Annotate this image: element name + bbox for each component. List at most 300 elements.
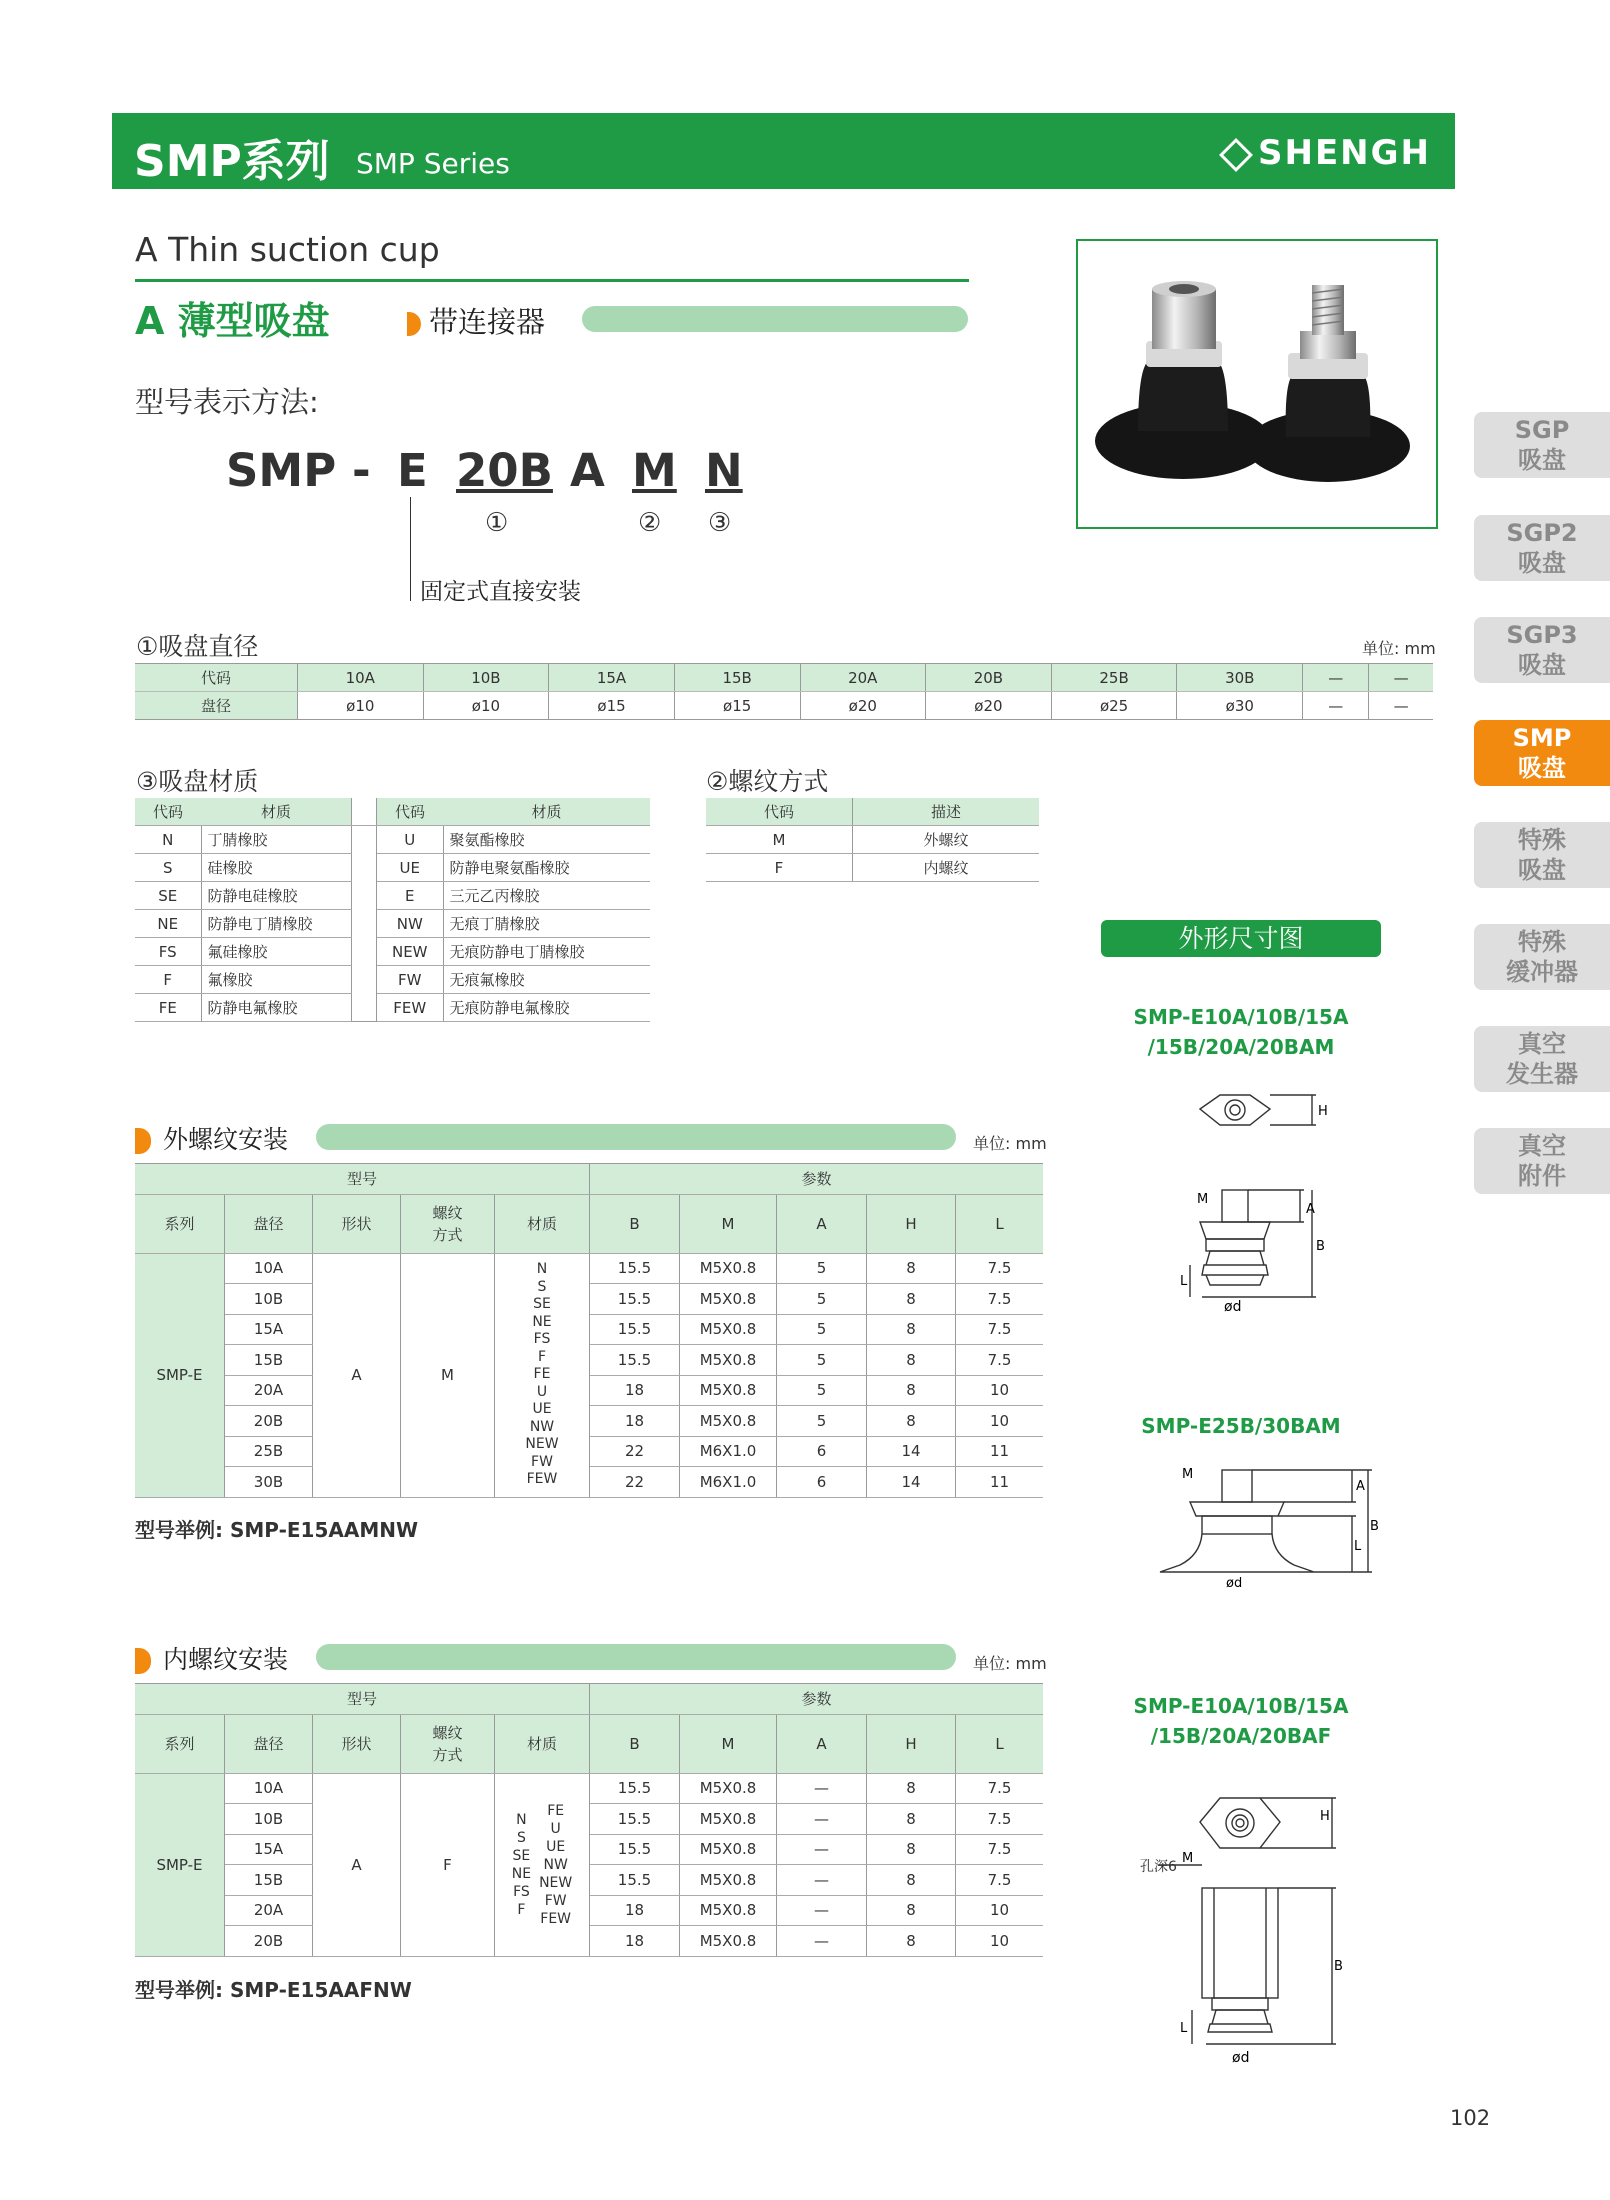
dia-value: ø20	[800, 692, 926, 720]
code-smp: SMP	[226, 444, 337, 497]
mat-name: 氟橡胶	[201, 966, 352, 994]
ext-cell: 30B	[225, 1467, 313, 1498]
int-material: NW	[543, 1856, 568, 1873]
int-cell: M5X0.8	[680, 1926, 777, 1957]
mat-code: F	[135, 966, 201, 994]
int-heading	[135, 1640, 288, 1676]
int-cell: M5X0.8	[680, 1865, 777, 1896]
ext-cell: 5	[777, 1345, 867, 1376]
table-row	[135, 1926, 1043, 1957]
int-cell: 8	[867, 1834, 956, 1865]
header-bar	[112, 113, 1455, 189]
code-n: N	[705, 444, 743, 497]
dim3-m-label: M	[1182, 1851, 1194, 1866]
ext-cell: 11	[956, 1436, 1044, 1467]
table-row	[135, 1834, 1043, 1865]
ext-cell: 8	[867, 1345, 956, 1376]
int-materials	[495, 1773, 590, 1956]
dim3-od-label: ød	[1232, 2050, 1250, 2066]
int-col: 盘径	[225, 1714, 313, 1773]
sidebar-l2: 吸盘	[1518, 856, 1566, 884]
table-row	[135, 1467, 1043, 1498]
ext-col: 盘径	[225, 1194, 313, 1253]
mat-gap	[352, 798, 377, 826]
ext-cell: 5	[777, 1253, 867, 1284]
sidebar-item-smp[interactable]	[1474, 720, 1610, 786]
table-row	[135, 1345, 1043, 1376]
ext-cell: 10	[956, 1375, 1044, 1406]
mat-col-mat: 材质	[201, 798, 352, 826]
dia-code: —	[1303, 664, 1369, 692]
ext-cell: 25B	[225, 1436, 313, 1467]
int-cell: —	[777, 1895, 867, 1926]
table-row	[135, 1253, 1043, 1284]
thread-code: M	[706, 826, 853, 854]
int-cell: M5X0.8	[680, 1804, 777, 1835]
int-cell: 10A	[225, 1773, 313, 1804]
sidebar-item-vacuum-generator[interactable]	[1474, 1026, 1610, 1092]
dim-drawing-1	[1160, 1085, 1330, 1345]
ext-cell: M5X0.8	[680, 1375, 777, 1406]
ext-cell: M6X1.0	[680, 1467, 777, 1498]
dia-code: 25B	[1051, 664, 1177, 692]
code-num-2: ②	[638, 508, 662, 538]
ext-cell: 14	[867, 1467, 956, 1498]
sidebar-l2: 吸盘	[1518, 446, 1566, 474]
ext-heading	[135, 1120, 288, 1156]
mat-name: 丁腈橡胶	[201, 826, 352, 854]
mat-col-mat: 材质	[443, 798, 650, 826]
thread-table	[706, 798, 1039, 882]
dia-value: ø20	[926, 692, 1052, 720]
int-cell: 8	[867, 1773, 956, 1804]
int-cell: 18	[590, 1895, 680, 1926]
ext-cell: 18	[590, 1375, 680, 1406]
thread-desc: 内螺纹	[853, 854, 1040, 882]
sidebar-l2: 缓冲器	[1506, 958, 1578, 986]
int-unit: 单位: mm	[973, 1654, 1047, 1673]
dia-code: 15A	[549, 664, 675, 692]
sidebar-item-special-cup[interactable]	[1474, 822, 1610, 888]
fixed-pointer-line	[410, 497, 411, 601]
thread-col-desc: 描述	[853, 798, 1040, 826]
int-heading-bar	[316, 1644, 956, 1670]
ext-material: NEW	[525, 1436, 559, 1453]
page-number: 102	[1450, 2106, 1491, 2130]
ext-table	[135, 1163, 1043, 1498]
dia-code: 20B	[926, 664, 1052, 692]
ext-material: SE	[533, 1296, 551, 1313]
table-row	[135, 1406, 1043, 1437]
int-cell: —	[777, 1926, 867, 1957]
int-example: 型号举例: SMP-E15AAFNW	[135, 1978, 412, 2002]
dia-code: 15B	[674, 664, 800, 692]
ext-cell: M5X0.8	[680, 1345, 777, 1376]
connector-label	[407, 300, 545, 341]
mat-code: S	[135, 854, 201, 882]
ext-cell: 8	[867, 1375, 956, 1406]
ext-material: N	[536, 1261, 548, 1278]
sidebar-l2: 吸盘	[1518, 754, 1566, 782]
ext-thread: M	[401, 1253, 495, 1497]
ext-cell: 11	[956, 1467, 1044, 1498]
dia-value: —	[1303, 692, 1369, 720]
ext-heading-text: 外螺纹安装	[163, 1125, 289, 1154]
int-heading-text: 内螺纹安装	[163, 1645, 289, 1674]
ext-cell: 5	[777, 1314, 867, 1345]
table-row	[135, 1895, 1043, 1926]
int-cell: 7.5	[956, 1834, 1044, 1865]
dia-value: —	[1393, 696, 1409, 715]
thread-code: F	[706, 854, 853, 882]
ext-cell: 15.5	[590, 1314, 680, 1345]
mat-name: 防静电硅橡胶	[201, 882, 352, 910]
dim1-b-label: B	[1316, 1239, 1325, 1254]
int-cell: 7.5	[956, 1865, 1044, 1896]
int-grp-param: 参数	[590, 1684, 1044, 1715]
mat-code: FE	[135, 994, 201, 1022]
sidebar-item-sgp[interactable]	[1474, 412, 1610, 478]
dia-row-label: 盘径	[135, 692, 298, 720]
table-row	[135, 1375, 1043, 1406]
int-cell: 8	[867, 1926, 956, 1957]
ext-material: NE	[532, 1313, 552, 1330]
ext-cell: M5X0.8	[680, 1314, 777, 1345]
int-material: N	[516, 1811, 527, 1828]
dim3-b-label: B	[1334, 1959, 1343, 1974]
int-grp-model: 型号	[135, 1684, 590, 1715]
ext-col: 螺纹 方式	[401, 1194, 495, 1253]
ext-cell: 20B	[225, 1406, 313, 1437]
ext-material: FEW	[526, 1471, 558, 1488]
mat-code: UE	[377, 854, 444, 882]
ext-col: L	[956, 1194, 1044, 1253]
ext-cell: 15.5	[590, 1253, 680, 1284]
ext-material: S	[537, 1278, 547, 1295]
int-shape: A	[313, 1773, 401, 1956]
table-row	[135, 1865, 1043, 1896]
ext-material: FE	[533, 1366, 551, 1383]
int-cell: 8	[867, 1804, 956, 1835]
diameter-table	[135, 663, 1433, 720]
int-cell: 15.5	[590, 1804, 680, 1835]
connector-text: 带连接器	[429, 305, 546, 339]
dim2-l-label: L	[1354, 1539, 1362, 1554]
ext-col: B	[590, 1194, 680, 1253]
int-cell: 10	[956, 1926, 1044, 1957]
mat-name: 防静电丁腈橡胶	[201, 910, 352, 938]
diameter-unit: 单位: mm	[1362, 639, 1436, 658]
mat-code: FW	[377, 966, 444, 994]
ext-materials	[495, 1253, 590, 1497]
dim1-a-label: A	[1306, 1202, 1315, 1217]
dim-drawing-3	[1140, 1770, 1370, 2070]
ext-cell: 18	[590, 1406, 680, 1437]
material-table	[135, 798, 650, 1022]
ext-cell: 8	[867, 1253, 956, 1284]
ext-cell: 5	[777, 1284, 867, 1315]
dia-code: 10B	[423, 664, 549, 692]
int-col: L	[956, 1714, 1044, 1773]
sidebar-item-vacuum-accessory[interactable]	[1474, 1128, 1610, 1194]
int-material: S	[516, 1829, 526, 1846]
code-dia: 20B	[456, 444, 553, 497]
thread-heading: ②螺纹方式	[706, 767, 829, 796]
drawing-1-lines	[1160, 1085, 1330, 1345]
mat-code: NW	[377, 910, 444, 938]
ext-unit: 单位: mm	[973, 1134, 1047, 1153]
int-material: F	[517, 1901, 526, 1918]
diameter-heading: ①吸盘直径	[136, 632, 259, 661]
ext-cell: 8	[867, 1406, 956, 1437]
dim1-od-label: ød	[1224, 1299, 1242, 1315]
int-cell: 7.5	[956, 1773, 1044, 1804]
table-row	[135, 1804, 1043, 1835]
ext-cell: 15.5	[590, 1284, 680, 1315]
header-title-cn: SMP系列	[134, 136, 330, 187]
mat-name: 聚氨酯橡胶	[443, 826, 650, 854]
ext-cell: 7.5	[956, 1284, 1044, 1315]
dia-row-label: 代码	[135, 664, 298, 692]
int-cell: 15.5	[590, 1865, 680, 1896]
dia-code: 10A	[298, 664, 424, 692]
table-row	[135, 1773, 1043, 1804]
code-e: E	[397, 444, 428, 497]
int-cell: 15B	[225, 1865, 313, 1896]
int-material: FW	[544, 1892, 567, 1909]
int-cell: 8	[867, 1895, 956, 1926]
thread-col-code: 代码	[706, 798, 853, 826]
ext-cell: 10B	[225, 1284, 313, 1315]
code-num-1: ①	[485, 508, 509, 538]
mat-code: N	[135, 826, 201, 854]
mat-name: 防静电氟橡胶	[201, 994, 352, 1022]
code-a: A	[570, 444, 605, 497]
dim1-h-label: H	[1318, 1104, 1328, 1119]
int-col: 材质	[495, 1714, 590, 1773]
int-cell: —	[777, 1804, 867, 1835]
model-heading: 型号表示方法:	[135, 385, 319, 419]
dim3-h-label: H	[1320, 1809, 1330, 1824]
mat-name: 无痕氟橡胶	[443, 966, 650, 994]
ext-col: 形状	[313, 1194, 401, 1253]
ext-cell: 7.5	[956, 1253, 1044, 1284]
int-material: FEW	[540, 1910, 572, 1927]
ext-material: F	[537, 1348, 547, 1365]
orange-marker-icon	[135, 1128, 151, 1154]
ext-cell: M5X0.8	[680, 1406, 777, 1437]
ext-cell: 7.5	[956, 1314, 1044, 1345]
int-cell: 20B	[225, 1926, 313, 1957]
dimension-heading: 外形尺寸图	[1101, 920, 1381, 957]
brand-logo	[1224, 133, 1431, 173]
mat-code: FEW	[377, 994, 444, 1022]
sidebar-l1: SGP	[1514, 416, 1570, 444]
ext-cell: M5X0.8	[680, 1284, 777, 1315]
int-cell: 15.5	[590, 1834, 680, 1865]
dia-code: 20A	[800, 664, 926, 692]
int-thread: F	[401, 1773, 495, 1956]
ext-cell: 10A	[225, 1253, 313, 1284]
int-material: UE	[546, 1838, 566, 1855]
mat-name: 无痕防静电丁腈橡胶	[443, 938, 650, 966]
dim2-b-label: B	[1370, 1519, 1379, 1534]
code-dash: -	[352, 444, 371, 497]
dim-label-3: SMP-E10A/10B/15A /15B/20A/20BAF	[1133, 1694, 1349, 1748]
mat-col-code: 代码	[377, 798, 444, 826]
header-title-en: SMP Series	[356, 147, 510, 180]
int-material: FS	[513, 1883, 530, 1900]
int-cell: M5X0.8	[680, 1834, 777, 1865]
mat-code: SE	[135, 882, 201, 910]
ext-col: A	[777, 1194, 867, 1253]
mat-name: 氟硅橡胶	[201, 938, 352, 966]
sidebar-item-sgp2[interactable]	[1474, 515, 1610, 581]
ext-material: FS	[533, 1331, 551, 1348]
dia-code: 30B	[1177, 664, 1303, 692]
ext-cell: 6	[777, 1467, 867, 1498]
mat-code: NE	[135, 910, 201, 938]
sidebar-l1: SGP2	[1506, 519, 1578, 547]
dia-value: ø30	[1177, 692, 1303, 720]
ext-cell: 15A	[225, 1314, 313, 1345]
int-cell: 8	[867, 1865, 956, 1896]
int-cell: 15.5	[590, 1773, 680, 1804]
ext-col: M	[680, 1194, 777, 1253]
int-cell: —	[777, 1773, 867, 1804]
ext-col: 系列	[135, 1194, 225, 1253]
dim3-l-label: L	[1180, 2021, 1188, 2036]
ext-cell: 14	[867, 1436, 956, 1467]
dia-value: ø10	[298, 692, 424, 720]
dim2-m-label: M	[1182, 1467, 1194, 1482]
material-heading: ③吸盘材质	[136, 767, 259, 796]
int-cell: 15A	[225, 1834, 313, 1865]
dia-value: ø10	[423, 692, 549, 720]
sidebar-l1: 特殊	[1518, 928, 1566, 956]
ext-example: 型号举例: SMP-E15AAMNW	[135, 1518, 419, 1542]
int-col: B	[590, 1714, 680, 1773]
ext-cell: M6X1.0	[680, 1436, 777, 1467]
ext-material: NW	[529, 1418, 555, 1435]
int-cell: 10	[956, 1895, 1044, 1926]
drawing-2-lines	[1140, 1460, 1380, 1630]
mat-code: NEW	[377, 938, 444, 966]
table-row	[135, 1436, 1043, 1467]
orange-marker-icon	[135, 1648, 151, 1674]
sidebar-l2: 吸盘	[1518, 651, 1566, 679]
sidebar-l1: 真空	[1518, 1132, 1566, 1160]
dia-value: ø15	[674, 692, 800, 720]
int-col: A	[777, 1714, 867, 1773]
sidebar-item-special-buffer[interactable]	[1474, 924, 1610, 990]
fixed-mount-text: 固定式直接安装	[420, 579, 581, 605]
orange-marker-icon	[407, 312, 421, 336]
int-cell: M5X0.8	[680, 1895, 777, 1926]
sidebar-l2: 吸盘	[1518, 549, 1566, 577]
title-divider	[135, 279, 969, 282]
dim-label-2: SMP-E25B/30BAM	[1141, 1414, 1341, 1438]
ext-cell: 6	[777, 1436, 867, 1467]
ext-cell: 20A	[225, 1375, 313, 1406]
brand-text: SHENGH	[1258, 133, 1431, 173]
drawing-3-lines	[1140, 1770, 1370, 2070]
ext-col: 材质	[495, 1194, 590, 1253]
ext-material: UE	[532, 1401, 552, 1418]
product-photo	[1076, 239, 1438, 529]
ext-cell: 15.5	[590, 1345, 680, 1376]
ext-heading-bar	[316, 1124, 956, 1150]
dia-value: ø25	[1051, 692, 1177, 720]
int-material: SE	[512, 1847, 531, 1864]
int-cell: —	[777, 1834, 867, 1865]
ext-cell: 22	[590, 1436, 680, 1467]
ext-cell: 8	[867, 1314, 956, 1345]
ext-cell: 15B	[225, 1345, 313, 1376]
sidebar-l1: 特殊	[1518, 826, 1566, 854]
mat-code: E	[377, 882, 444, 910]
dia-code: —	[1369, 664, 1433, 692]
ext-cell: 22	[590, 1467, 680, 1498]
sidebar-l1: SMP	[1512, 724, 1572, 752]
int-material: U	[550, 1820, 561, 1837]
sidebar-l2: 发生器	[1506, 1060, 1578, 1088]
int-cell: 18	[590, 1926, 680, 1957]
mat-name: 无痕丁腈橡胶	[443, 910, 650, 938]
mat-name: 无痕防静电氟橡胶	[443, 994, 650, 1022]
ext-grp-model: 型号	[135, 1164, 590, 1195]
ext-cell: M5X0.8	[680, 1253, 777, 1284]
int-cell: 20A	[225, 1895, 313, 1926]
int-col: 螺纹 方式	[401, 1714, 495, 1773]
ext-cell: 7.5	[956, 1345, 1044, 1376]
mat-code: U	[377, 826, 444, 854]
dim1-l-label: L	[1180, 1274, 1188, 1289]
mat-code: FS	[135, 938, 201, 966]
dim-drawing-2	[1140, 1460, 1380, 1630]
ext-cell: 8	[867, 1284, 956, 1315]
ext-material: U	[536, 1383, 548, 1400]
code-m: M	[632, 444, 677, 497]
sidebar-item-sgp3[interactable]	[1474, 617, 1610, 683]
mat-col-code: 代码	[135, 798, 201, 826]
int-series: SMP-E	[135, 1773, 225, 1956]
ext-material: FW	[531, 1453, 553, 1470]
sidebar-l1: SGP3	[1506, 621, 1578, 649]
int-table	[135, 1683, 1043, 1957]
mat-name: 三元乙丙橡胶	[443, 882, 650, 910]
thread-desc: 外螺纹	[853, 826, 1040, 854]
mat-name: 防静电聚氨酯橡胶	[443, 854, 650, 882]
dim-label-1: SMP-E10A/10B/15A /15B/20A/20BAM	[1133, 1005, 1349, 1059]
ext-series: SMP-E	[135, 1253, 225, 1497]
code-num-3: ③	[708, 508, 732, 538]
int-cell: —	[777, 1865, 867, 1896]
mat-name: 硅橡胶	[201, 854, 352, 882]
int-material: NE	[511, 1865, 532, 1882]
int-material: FE	[547, 1802, 565, 1819]
int-col: 系列	[135, 1714, 225, 1773]
ext-cell: 10	[956, 1406, 1044, 1437]
ext-col: H	[867, 1194, 956, 1253]
ext-cell: 5	[777, 1406, 867, 1437]
int-col: H	[867, 1714, 956, 1773]
dim3-hole-label: 孔深6	[1140, 1859, 1177, 1875]
dia-value: ø15	[549, 692, 675, 720]
ext-cell: 5	[777, 1375, 867, 1406]
title-en: A Thin suction cup	[135, 230, 440, 269]
diamond-icon	[1219, 138, 1253, 172]
